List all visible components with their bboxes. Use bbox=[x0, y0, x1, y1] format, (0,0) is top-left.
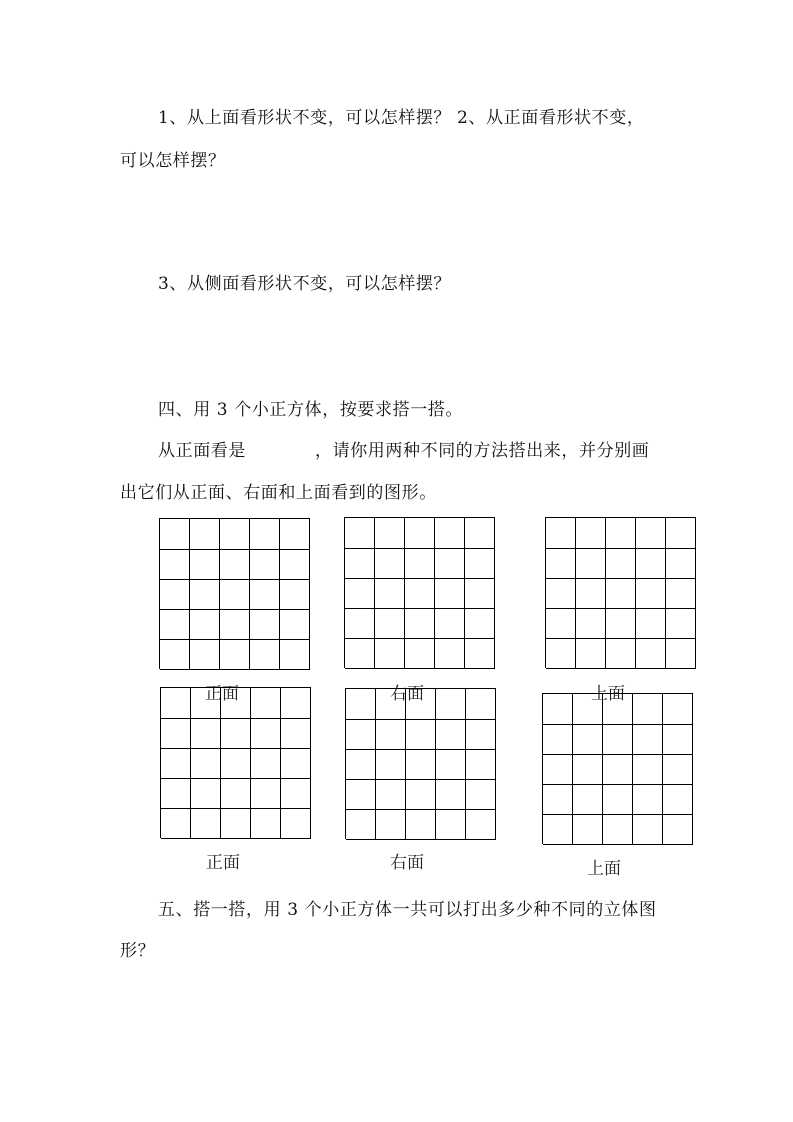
grid-cell bbox=[633, 724, 663, 755]
section-4-line-2-part-1: 从正面看是 bbox=[158, 441, 246, 461]
question-1-2-line-2: 可以怎样摆？ bbox=[120, 151, 226, 171]
grid-cell bbox=[345, 638, 375, 669]
grid-cell bbox=[465, 548, 495, 579]
grid-front-1 bbox=[159, 518, 310, 669]
grid-cell bbox=[406, 719, 436, 750]
grid-cell bbox=[636, 638, 666, 669]
grid-cell bbox=[376, 779, 406, 810]
grid-cell bbox=[280, 639, 310, 670]
grid-cell bbox=[346, 689, 376, 720]
grid-cell bbox=[375, 578, 405, 609]
grid-cell bbox=[663, 694, 693, 725]
grid-cell bbox=[603, 784, 633, 815]
grid-cell bbox=[603, 814, 633, 845]
grid-cell bbox=[465, 608, 495, 639]
grid-cell bbox=[435, 548, 465, 579]
grid-cell bbox=[636, 578, 666, 609]
grid-cell bbox=[666, 638, 696, 669]
grid-cell bbox=[346, 779, 376, 810]
section-5-line-1: 五、搭一搭，用 3 个小正方体一共可以打出多少种不同的立体图 bbox=[158, 900, 657, 920]
grid-cell bbox=[543, 754, 573, 785]
grid-right-2 bbox=[345, 688, 496, 839]
grid-cell bbox=[160, 519, 190, 550]
grid-cell bbox=[281, 718, 311, 749]
grid-cell bbox=[663, 724, 693, 755]
grid-cell bbox=[346, 719, 376, 750]
grid-cell bbox=[663, 754, 693, 785]
grid-cell bbox=[190, 609, 220, 640]
grid-cell bbox=[573, 814, 603, 845]
grid-cell bbox=[281, 808, 311, 839]
grid-cell bbox=[466, 809, 496, 840]
grid-cell bbox=[280, 519, 310, 550]
grid-cell bbox=[573, 724, 603, 755]
grid-cell bbox=[606, 638, 636, 669]
grid-cell bbox=[345, 548, 375, 579]
grid-cell bbox=[546, 518, 576, 549]
grid-cell bbox=[606, 548, 636, 579]
grid-cell bbox=[405, 638, 435, 669]
grid-cell bbox=[376, 749, 406, 780]
grid-cell bbox=[345, 518, 375, 549]
grid-cell bbox=[160, 579, 190, 610]
grid-cell bbox=[405, 578, 435, 609]
grid-cell bbox=[376, 689, 406, 720]
grid-cell bbox=[250, 549, 280, 580]
grid-cell bbox=[376, 809, 406, 840]
grid-cell bbox=[280, 579, 310, 610]
grid-cell bbox=[543, 694, 573, 725]
grid-cell bbox=[190, 639, 220, 670]
grid-cell bbox=[375, 518, 405, 549]
grid-label-top-1: 上面 bbox=[591, 684, 625, 704]
grid-cell bbox=[666, 548, 696, 579]
grid-cell bbox=[190, 519, 220, 550]
grid-cell bbox=[191, 688, 221, 719]
section-5-line-2: 形？ bbox=[120, 941, 156, 961]
grid-cell bbox=[543, 724, 573, 755]
grid-cell bbox=[546, 608, 576, 639]
grid-cell bbox=[221, 778, 251, 809]
grid-top-1 bbox=[545, 517, 696, 668]
grid-cell bbox=[603, 694, 633, 725]
grid-cell bbox=[633, 694, 663, 725]
grid-cell bbox=[576, 608, 606, 639]
grid-cell bbox=[606, 608, 636, 639]
grid-cell bbox=[406, 779, 436, 810]
grid-cell bbox=[160, 609, 190, 640]
grid-cell bbox=[250, 519, 280, 550]
grid-cell bbox=[160, 549, 190, 580]
grid-cell bbox=[633, 754, 663, 785]
grid-cell bbox=[375, 608, 405, 639]
grid-cell bbox=[576, 578, 606, 609]
grid-cell bbox=[220, 579, 250, 610]
grid-cell bbox=[435, 638, 465, 669]
grid-cell bbox=[573, 754, 603, 785]
grid-cell bbox=[466, 689, 496, 720]
grid-cell bbox=[406, 809, 436, 840]
grid-cell bbox=[220, 549, 250, 580]
grid-cell bbox=[405, 608, 435, 639]
grid-cell bbox=[221, 688, 251, 719]
grid-cell bbox=[375, 548, 405, 579]
grid-cell bbox=[220, 519, 250, 550]
grid-right-1 bbox=[344, 517, 495, 668]
grid-label-top-2: 上面 bbox=[587, 859, 621, 879]
grid-cell bbox=[221, 748, 251, 779]
grid-cell bbox=[663, 814, 693, 845]
grid-cell bbox=[546, 638, 576, 669]
grid-cell bbox=[280, 549, 310, 580]
grid-cell bbox=[603, 754, 633, 785]
grid-cell bbox=[666, 518, 696, 549]
grid-cell bbox=[346, 809, 376, 840]
grid-cell bbox=[160, 639, 190, 670]
grid-cell bbox=[573, 784, 603, 815]
grid-cell bbox=[543, 814, 573, 845]
grid-cell bbox=[405, 518, 435, 549]
grid-cell bbox=[345, 608, 375, 639]
section-4-line-3: 出它们从正面、右面和上面看到的图形。 bbox=[120, 483, 437, 503]
grid-cell bbox=[603, 724, 633, 755]
grid-cell bbox=[436, 809, 466, 840]
grid-cell bbox=[190, 579, 220, 610]
grid-cell bbox=[633, 784, 663, 815]
grid-cell bbox=[250, 609, 280, 640]
grid-cell bbox=[190, 549, 220, 580]
grid-cell bbox=[345, 578, 375, 609]
grid-cell bbox=[466, 719, 496, 750]
grid-cell bbox=[435, 578, 465, 609]
grid-cell bbox=[191, 748, 221, 779]
grid-cell bbox=[250, 579, 280, 610]
grid-cell bbox=[376, 719, 406, 750]
grid-cell bbox=[251, 808, 281, 839]
grid-cell bbox=[636, 608, 666, 639]
question-3: 3、从侧面看形状不变，可以怎样摆？ bbox=[158, 274, 452, 294]
grid-cell bbox=[251, 778, 281, 809]
grid-cell bbox=[161, 808, 191, 839]
grid-cell bbox=[573, 694, 603, 725]
grid-cell bbox=[663, 784, 693, 815]
grid-cell bbox=[576, 518, 606, 549]
grid-front-2 bbox=[160, 687, 311, 838]
grid-cell bbox=[161, 688, 191, 719]
question-1-2-line-1: 1、从上面看形状不变，可以怎样摆？ 2、从正面看形状不变， bbox=[158, 108, 645, 128]
grid-cell bbox=[436, 779, 466, 810]
grid-cell bbox=[606, 578, 636, 609]
grid-cell bbox=[666, 578, 696, 609]
grid-top-2 bbox=[542, 693, 693, 844]
grid-cell bbox=[436, 719, 466, 750]
grid-cell bbox=[435, 608, 465, 639]
grid-cell bbox=[436, 749, 466, 780]
grid-cell bbox=[191, 778, 221, 809]
grid-cell bbox=[280, 609, 310, 640]
grid-cell bbox=[466, 779, 496, 810]
grid-label-front-1: 正面 bbox=[205, 684, 239, 704]
grid-cell bbox=[576, 548, 606, 579]
grid-cell bbox=[161, 718, 191, 749]
grid-cell bbox=[546, 578, 576, 609]
grid-cell bbox=[375, 638, 405, 669]
grid-cell bbox=[466, 749, 496, 780]
grid-cell bbox=[546, 548, 576, 579]
grid-cell bbox=[406, 749, 436, 780]
grid-cell bbox=[636, 518, 666, 549]
grid-label-front-2: 正面 bbox=[206, 853, 240, 873]
grid-cell bbox=[346, 749, 376, 780]
grid-cell bbox=[251, 748, 281, 779]
grid-cell bbox=[220, 609, 250, 640]
grid-cell bbox=[251, 718, 281, 749]
grid-cell bbox=[406, 689, 436, 720]
grid-cell bbox=[543, 784, 573, 815]
grid-cell bbox=[281, 688, 311, 719]
grid-cell bbox=[666, 608, 696, 639]
grid-cell bbox=[161, 748, 191, 779]
grid-cell bbox=[606, 518, 636, 549]
grid-cell bbox=[251, 688, 281, 719]
grid-cell bbox=[465, 638, 495, 669]
grid-cell bbox=[220, 639, 250, 670]
grid-cell bbox=[191, 718, 221, 749]
grid-cell bbox=[281, 778, 311, 809]
section-4-line-2-part-2: ，请你用两种不同的方法搭出来，并分别画 bbox=[315, 441, 650, 461]
grid-cell bbox=[465, 518, 495, 549]
grid-cell bbox=[435, 518, 465, 549]
grid-label-right-2: 右面 bbox=[390, 853, 424, 873]
grid-cell bbox=[161, 778, 191, 809]
grid-cell bbox=[191, 808, 221, 839]
grid-cell bbox=[221, 718, 251, 749]
grid-cell bbox=[633, 814, 663, 845]
grid-cell bbox=[250, 639, 280, 670]
grid-label-right-1: 右面 bbox=[390, 684, 424, 704]
grid-cell bbox=[636, 548, 666, 579]
grid-cell bbox=[281, 748, 311, 779]
grid-cell bbox=[405, 548, 435, 579]
grid-cell bbox=[221, 808, 251, 839]
grid-cell bbox=[436, 689, 466, 720]
grid-cell bbox=[465, 578, 495, 609]
section-4-title: 四、用 3 个小正方体，按要求搭一搭。 bbox=[158, 400, 464, 420]
grid-cell bbox=[576, 638, 606, 669]
